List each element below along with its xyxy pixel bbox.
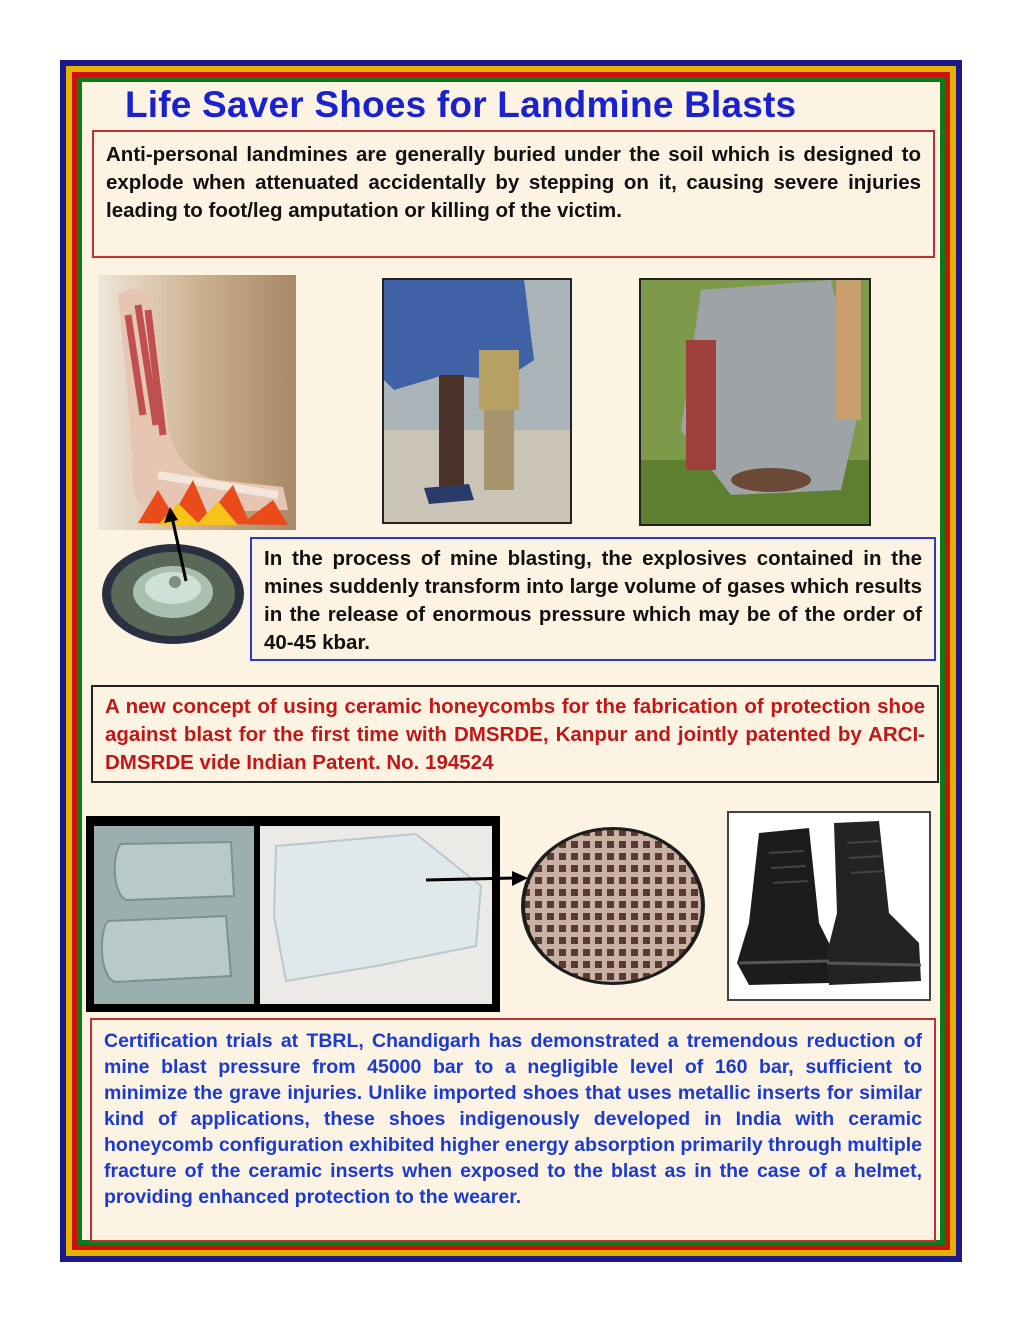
leg-anatomy-illustration bbox=[98, 275, 296, 530]
arrow-insert-to-honeycomb bbox=[424, 868, 534, 892]
amputee-prosthetic-leg-photo bbox=[382, 278, 572, 524]
concept-text-box: A new concept of using ceramic honeycombs for the fabrication of protection shoe against blast for the first time with DMSRDE, Kanpur and jointly patented by ARCI- DMSRDE vide Indian Patent. No. 194524 bbox=[91, 685, 939, 783]
protective-boots-photo bbox=[727, 811, 931, 1001]
amputee-seated-photo bbox=[639, 278, 871, 526]
ceramic-inserts-photo bbox=[86, 816, 500, 1012]
certification-text-box: Certification trials at TBRL, Chandigarh has demonstrated a tremendous reduction of mine blast pressure from 45000 bar to a negligible level of 160 bar, sufficient to minimize the grave injuries. Unlike imported shoes that uses metallic inserts for similar kind of applications, these shoes indigenously developed in India with ceramic honeycomb configuration exhibited higher energy absorption primarily through multiple fracture of the ceramic inserts when exposed to the blast as in the case of a helmet, providing enhanced protection to the wearer. bbox=[90, 1018, 936, 1242]
page-title: Life Saver Shoes for Landmine Blasts bbox=[125, 84, 797, 125]
mine-blasting-text-box: In the process of mine blasting, the explosives contained in the mines suddenly transform into large volume of gases which results in the release of enormous pressure which may be of the order of 40-45 kbar. bbox=[250, 537, 936, 661]
arrow-mine-to-foot bbox=[160, 505, 200, 585]
intro-text-box: Anti-personal landmines are generally buried under the soil which is designed to explode when attenuated accidentally by stepping on it, causing severe injuries leading to foot/leg amputation or killing of the victim. bbox=[92, 130, 935, 258]
ceramic-honeycomb-closeup bbox=[520, 826, 706, 986]
